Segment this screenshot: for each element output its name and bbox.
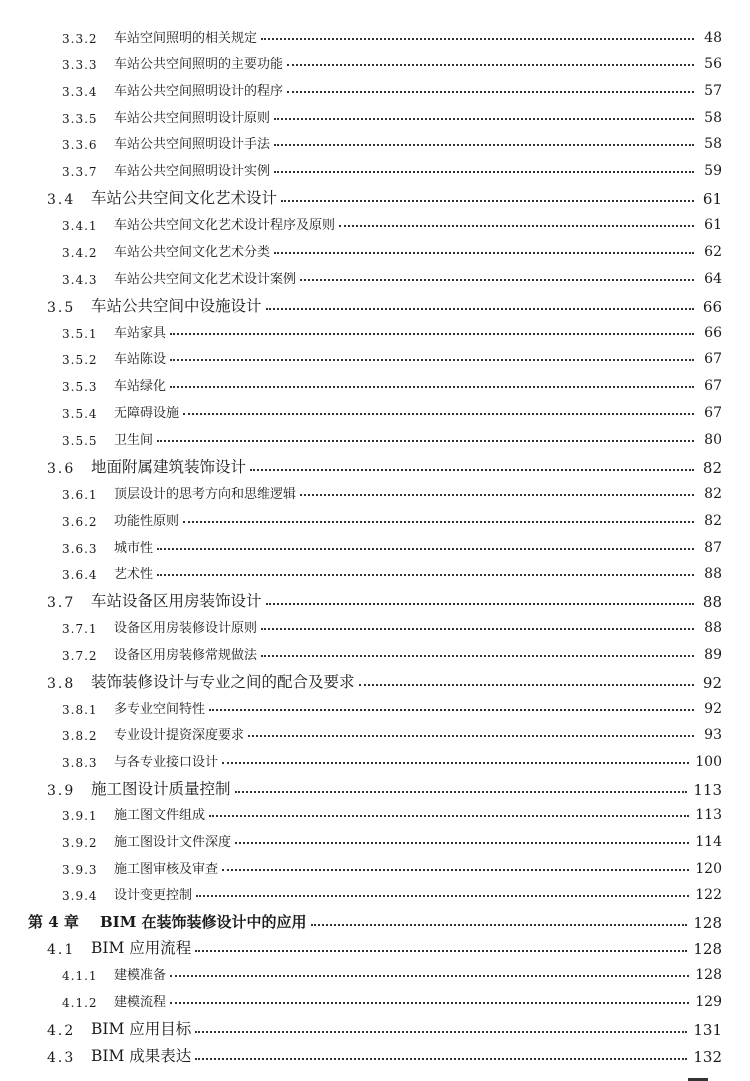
toc-page-number: 122: [695, 887, 722, 903]
toc-section-number: 3.6.1: [62, 488, 98, 502]
toc-page-number: 67: [704, 378, 722, 394]
toc-page-number: 64: [704, 271, 722, 287]
toc-entry[interactable]: [0, 530, 750, 556]
toc-title: BIM 应用流程: [91, 939, 192, 957]
toc-page-number: 92: [704, 701, 722, 717]
toc-page-number: 114: [695, 834, 722, 850]
toc-page-number: 59: [704, 163, 722, 179]
toc-page-number: 87: [704, 540, 722, 556]
dot-leader: [170, 333, 694, 335]
toc-entry[interactable]: [0, 73, 750, 99]
toc-title: 车站公共空间文化艺术分类: [114, 245, 271, 260]
toc-title: 车站公共空间文化艺术设计程序及原则: [114, 218, 336, 233]
toc-title: 施工图设计质量控制: [91, 780, 231, 798]
toc-entry[interactable]: [0, 180, 750, 208]
toc-title: 顶层设计的思考方向和思维逻辑: [114, 487, 297, 502]
toc-section-number: 3.4.2: [62, 246, 98, 260]
toc-title: BIM 应用目标: [91, 1020, 192, 1038]
toc-page-number: 113: [695, 807, 722, 823]
toc-section-number: 3.8.3: [62, 756, 98, 770]
toc-section-number: 3.3.7: [62, 165, 98, 179]
dot-leader: [261, 38, 694, 40]
dot-leader: [195, 950, 687, 952]
toc-entry[interactable]: [0, 1011, 750, 1039]
toc-entry[interactable]: [0, 1038, 750, 1066]
toc-section-number: 3.3.2: [62, 32, 98, 46]
toc-section-number: 3.8.1: [62, 703, 98, 717]
toc-page-number: 80: [704, 432, 722, 448]
dot-leader: [250, 469, 694, 471]
toc-entry[interactable]: [0, 957, 750, 983]
toc-entry[interactable]: [0, 395, 750, 421]
toc-entry[interactable]: [0, 984, 750, 1010]
dot-leader: [170, 386, 694, 388]
dot-leader: [287, 91, 694, 93]
toc-entry[interactable]: [0, 877, 750, 903]
toc-entry[interactable]: [0, 717, 750, 743]
toc-entry[interactable]: [0, 207, 750, 233]
toc-page-number: 56: [704, 56, 722, 72]
toc-title: 卫生间: [114, 433, 154, 448]
toc-section-number: 3.5.3: [62, 380, 98, 394]
toc-section-number: 3.9.1: [62, 809, 98, 823]
toc-section-number: 3.6.4: [62, 568, 98, 582]
dot-leader: [300, 279, 694, 281]
dot-leader: [196, 895, 689, 897]
toc-title: 设备区用房装修常规做法: [114, 648, 258, 663]
toc-page-number: 93: [704, 727, 722, 743]
toc-page-number: 61: [704, 217, 722, 233]
toc-entry[interactable]: [0, 46, 750, 72]
toc-section-number: 3.6: [47, 461, 76, 477]
toc-page-number: 82: [702, 459, 722, 477]
toc-title: 专业设计提资深度要求: [114, 728, 245, 743]
toc-section-number: 3.3.4: [62, 85, 98, 99]
dot-leader: [209, 815, 689, 817]
dot-leader: [195, 1031, 687, 1033]
toc-page-number: 66: [702, 298, 722, 316]
toc-section-number: 3.8: [47, 676, 76, 692]
toc-title: 设备区用房装修设计原则: [114, 621, 258, 636]
toc-section-number: 3.5.1: [62, 327, 98, 341]
toc-entry[interactable]: [0, 904, 750, 932]
dot-leader: [274, 144, 694, 146]
dot-leader: [274, 252, 694, 254]
toc-section-number: 3.5: [47, 300, 76, 316]
toc-section-number: 3.9: [47, 783, 76, 799]
toc-page-number: 128: [693, 940, 722, 958]
toc-page-number: 48: [704, 30, 722, 46]
toc-section-number: 3.3.6: [62, 138, 98, 152]
toc-section-number: 3.9.4: [62, 889, 98, 903]
dot-leader: [183, 521, 694, 523]
toc-title: 车站陈设: [114, 352, 167, 367]
dot-leader: [170, 359, 694, 361]
dot-leader: [274, 171, 694, 173]
toc-title: 车站公共空间文化艺术设计案例: [114, 272, 297, 287]
toc-section-number: 4.1.1: [62, 969, 98, 983]
toc-section-number: 4.1: [47, 942, 76, 958]
dot-leader: [261, 655, 694, 657]
dot-leader: [281, 200, 694, 202]
toc-page-number: 67: [704, 405, 722, 421]
toc-entry[interactable]: [0, 744, 750, 770]
toc-title: 装饰装修设计与专业之间的配合及要求: [91, 673, 355, 691]
toc-page-number: 82: [704, 513, 722, 529]
toc-section-number: 4.2: [47, 1023, 76, 1039]
toc-title: BIM 在装饰装修设计中的应用: [100, 913, 307, 931]
toc-page-number: 92: [702, 674, 722, 692]
toc-section-number: 3.7.2: [62, 649, 98, 663]
toc-entry[interactable]: [0, 153, 750, 179]
toc-title: 车站家具: [114, 326, 167, 341]
toc-section-number: 3.4.3: [62, 273, 98, 287]
toc-page-number: 132: [693, 1048, 722, 1066]
toc-entry[interactable]: [0, 851, 750, 877]
toc-page-number: 62: [704, 244, 722, 260]
toc-title: 车站公共空间照明设计原则: [114, 111, 271, 126]
dot-leader: [311, 924, 688, 926]
dot-leader: [157, 574, 694, 576]
toc-title: 艺术性: [114, 567, 154, 582]
toc-entry[interactable]: [0, 100, 750, 126]
toc-page-number: 128: [695, 967, 722, 983]
toc-section-number: 4.3: [47, 1050, 76, 1066]
dot-leader: [222, 869, 689, 871]
toc-title: BIM 成果表达: [91, 1047, 192, 1065]
toc-entry[interactable]: [0, 771, 750, 799]
toc-title: 车站绿化: [114, 379, 167, 394]
toc-title: 城市性: [114, 541, 154, 556]
dot-leader: [359, 684, 694, 686]
toc-entry[interactable]: [0, 824, 750, 850]
toc-entry[interactable]: [0, 341, 750, 367]
toc-title: 车站公共空间照明设计手法: [114, 137, 271, 152]
toc-page-number: 131: [693, 1021, 722, 1039]
toc-title: 施工图文件组成: [114, 808, 206, 823]
toc-title: 车站公共空间中设施设计: [91, 297, 262, 315]
toc-title: 设计变更控制: [114, 888, 193, 903]
dot-leader: [157, 548, 694, 550]
dot-leader: [222, 762, 689, 764]
dot-leader: [261, 628, 694, 630]
toc-title: 施工图设计文件深度: [114, 835, 232, 850]
toc-section-number: 3.4.1: [62, 219, 98, 233]
toc-section-number: 3.9.3: [62, 863, 98, 877]
toc-section-number: 第 4 章: [28, 913, 79, 931]
dot-leader: [248, 735, 694, 737]
toc-entry[interactable]: [0, 261, 750, 287]
toc-page-number: 57: [704, 83, 722, 99]
toc-title: 车站公共空间照明设计的程序: [114, 84, 284, 99]
dot-leader: [157, 440, 694, 442]
toc-section-number: 3.7: [47, 595, 76, 611]
toc-entry[interactable]: [0, 610, 750, 636]
toc-title: 车站公共空间文化艺术设计: [91, 189, 278, 207]
toc-entry[interactable]: [0, 449, 750, 477]
toc-page-number: 129: [695, 994, 722, 1010]
dot-leader: [195, 1058, 687, 1060]
toc-entry[interactable]: [0, 476, 750, 502]
toc-page-number: 88: [704, 620, 722, 636]
toc-section-number: 3.5.4: [62, 407, 98, 421]
toc-section-number: 3.7.1: [62, 622, 98, 636]
toc-entry[interactable]: [0, 20, 750, 46]
toc-section-number: 3.6.2: [62, 515, 98, 529]
toc-title: 功能性原则: [114, 514, 180, 529]
cropped-page-number: [688, 1074, 708, 1081]
dot-leader: [266, 603, 694, 605]
toc-page-number: 61: [702, 190, 722, 208]
toc-entry[interactable]: [0, 583, 750, 611]
dot-leader: [209, 709, 694, 711]
toc-entry[interactable]: [0, 422, 750, 448]
toc-section-number: 3.6.3: [62, 542, 98, 556]
dot-leader: [266, 308, 694, 310]
toc-section-number: 3.9.2: [62, 836, 98, 850]
toc-page-number: 58: [704, 110, 722, 126]
toc-title: 与各专业接口设计: [114, 755, 219, 770]
dot-leader: [170, 975, 689, 977]
toc-title: 车站空间照明的相关规定: [114, 31, 258, 46]
toc-entry[interactable]: [0, 368, 750, 394]
toc-entry[interactable]: [0, 126, 750, 152]
dot-leader: [235, 842, 689, 844]
toc-title: 地面附属建筑装饰设计: [91, 458, 247, 476]
toc-entry[interactable]: [0, 930, 750, 958]
toc-section-number: 3.5.5: [62, 434, 98, 448]
toc-entry[interactable]: [0, 637, 750, 663]
toc-entry[interactable]: [0, 288, 750, 316]
toc-section-number: 4.1.2: [62, 996, 98, 1010]
toc-title: 车站设备区用房装饰设计: [91, 592, 262, 610]
toc-page-number: 128: [693, 914, 722, 932]
toc-page-number: 89: [704, 647, 722, 663]
toc-page-number: 66: [704, 325, 722, 341]
dot-leader: [274, 118, 694, 120]
toc-title: 建模流程: [114, 995, 167, 1010]
dot-leader: [339, 225, 694, 227]
toc-entry[interactable]: [0, 234, 750, 260]
toc-title: 无障碍设施: [114, 406, 180, 421]
toc-page-number: 113: [693, 781, 722, 799]
toc-page-number: 67: [704, 351, 722, 367]
toc-section-number: 3.3.5: [62, 112, 98, 126]
toc-section-number: 3.5.2: [62, 353, 98, 367]
toc-title: 车站公共空间照明的主要功能: [114, 57, 284, 72]
toc-entry[interactable]: [0, 664, 750, 692]
dot-leader: [287, 64, 694, 66]
toc-title: 多专业空间特性: [114, 702, 206, 717]
toc-page-number: 82: [704, 486, 722, 502]
dot-leader: [300, 494, 694, 496]
toc-entry[interactable]: [0, 315, 750, 341]
toc-title: 车站公共空间照明设计实例: [114, 164, 271, 179]
dot-leader: [170, 1002, 689, 1004]
dot-leader: [183, 413, 694, 415]
toc-page-number: 88: [702, 593, 722, 611]
toc-page-number: 58: [704, 136, 722, 152]
toc-entry[interactable]: [0, 503, 750, 529]
toc-entry[interactable]: [0, 797, 750, 823]
dot-leader: [235, 791, 688, 793]
toc-section-number: 3.8.2: [62, 729, 98, 743]
toc-entry[interactable]: [0, 691, 750, 717]
toc-section-number: 3.3.3: [62, 58, 98, 72]
toc-title: 施工图审核及审查: [114, 862, 219, 877]
toc-page-number: 100: [695, 754, 722, 770]
toc-entry[interactable]: [0, 556, 750, 582]
toc-page-number: 88: [704, 566, 722, 582]
toc-section-number: 3.4: [47, 192, 76, 208]
toc-title: 建模准备: [114, 968, 167, 983]
toc-page-number: 120: [695, 861, 722, 877]
